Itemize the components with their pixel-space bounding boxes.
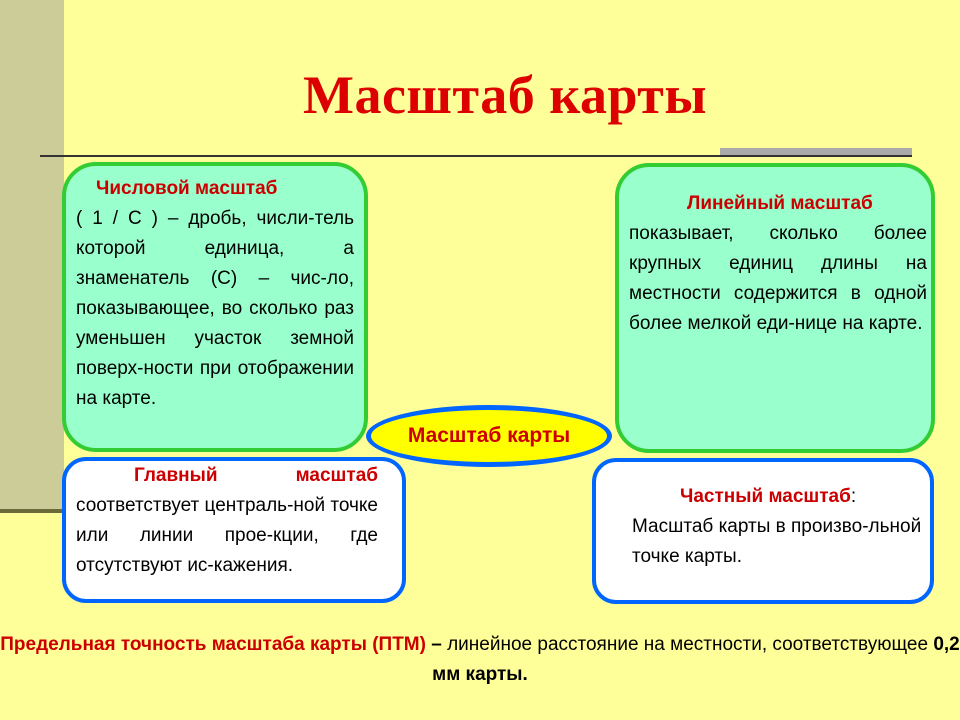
main-scale-box [62,457,406,603]
partial-scale-box [592,458,934,604]
side-bar-divider [0,509,64,513]
linear-scale-box [615,163,935,453]
footer-text: линейное расстояние на местности, соответствующее [447,634,934,655]
main-scale-header: Главный масштаб [134,465,378,486]
footer-dash: – [425,634,448,655]
main-scale-text: соответствует централь-ной точке или линии прое-кции, где отсутствуют ис-кажения. [76,495,378,576]
partial-scale-header: Частный масштаб [680,486,851,507]
linear-scale-text: показывает, сколько более крупных единиц длины на местности содержится в одной более мелкой еди-нице на карте. [629,223,927,334]
center-topic-ellipse [366,405,612,467]
footer-value: 0,2 мм карты. [432,634,960,685]
partial-scale-header-line [632,482,926,512]
numeric-scale-text: ( 1 / С ) – дробь, числи-тель которой единица, а знаменатель (С) – чис-ло, показывающее, во сколько раз уменьшен участок земной поверх-ности при отображении на карте. [76,208,354,409]
partial-scale-text: Масштаб карты в произво-льной точке карты. [632,516,922,567]
partial-scale-colon: : [850,486,857,507]
slide-title: Масштаб карты [302,65,707,125]
center-topic-label: Масштаб карты [407,424,571,447]
numeric-scale-header: Числовой масштаб [96,178,278,199]
title-rule [40,155,912,157]
numeric-scale-box [62,162,368,452]
footer-definition [0,630,960,690]
linear-scale-header: Линейный масштаб [687,193,873,214]
footer-term: Предельная точность масштаба карты (ПТМ) [0,634,426,655]
